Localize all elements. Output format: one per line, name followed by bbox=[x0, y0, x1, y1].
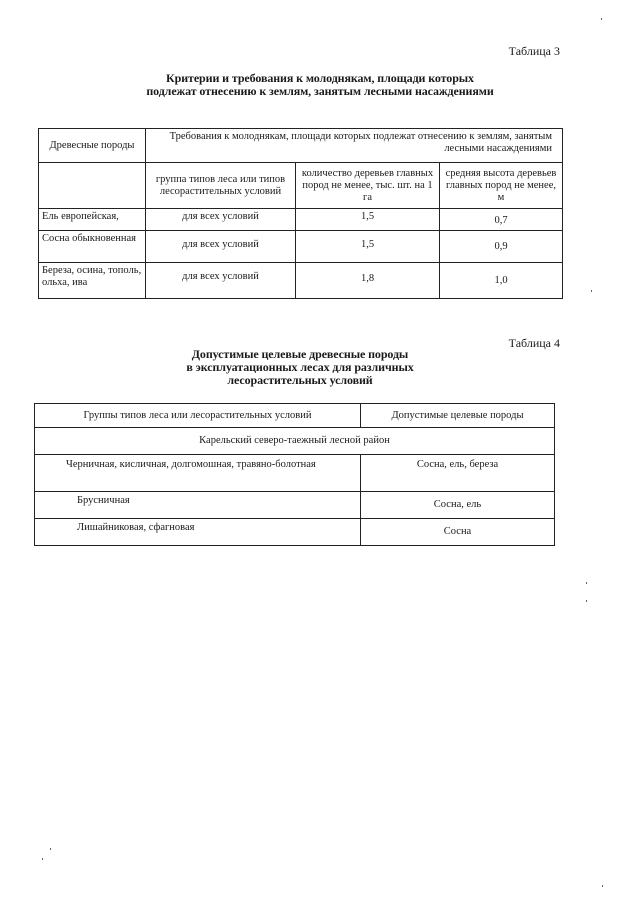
table3-cell-height: 1,0 bbox=[440, 263, 563, 299]
table4-cell-species: Сосна, ель, береза bbox=[361, 455, 555, 492]
table3-label: Таблица 3 bbox=[508, 44, 560, 58]
table3-header-group: группа типов леса или типов лесорастительных условий bbox=[146, 163, 296, 209]
table4-cell-group: Брусничная bbox=[35, 492, 361, 519]
table3-header-row bbox=[39, 129, 563, 163]
table4-title-line3: лесорастительных условий bbox=[227, 373, 373, 387]
table3-cell-group: для всех условий bbox=[146, 263, 296, 299]
table4-title-line1: Допустимые целевые древесные породы bbox=[191, 347, 409, 361]
table4-region: Карельский северо-таежный лесной район bbox=[35, 428, 555, 455]
table3-subheader-empty bbox=[39, 163, 146, 209]
table3-title-line1: Критерии и требования к молоднякам, площади которых bbox=[166, 71, 474, 85]
table-row bbox=[39, 231, 563, 263]
scan-speck bbox=[591, 290, 592, 292]
table3-cell-species: Береза, осина, тополь, ольха, ива bbox=[39, 263, 146, 299]
table4-label: Таблица 4 bbox=[508, 336, 560, 350]
table4-header-species: Допустимые целевые породы bbox=[361, 404, 555, 428]
table-row bbox=[39, 209, 563, 231]
table3-cell-group: для всех условий bbox=[146, 231, 296, 263]
table4-header-groups: Группы типов леса или лесорастительных условий bbox=[35, 404, 361, 428]
table3-cell-count: 1,8 bbox=[296, 263, 440, 299]
scan-speck bbox=[602, 885, 603, 887]
table3-cell-group: для всех условий bbox=[146, 209, 296, 231]
scan-speck bbox=[50, 848, 51, 850]
table3-header-species: Древесные породы bbox=[39, 129, 146, 163]
table4-region-row bbox=[35, 428, 555, 455]
table3-cell-height: 0,9 bbox=[440, 231, 563, 263]
table-row bbox=[35, 455, 555, 492]
table3 bbox=[38, 128, 563, 299]
scan-speck bbox=[586, 600, 587, 602]
scan-speck bbox=[586, 582, 587, 584]
table4-cell-species: Сосна bbox=[361, 519, 555, 546]
table3-subheader-row bbox=[39, 163, 563, 209]
table4 bbox=[34, 403, 555, 546]
table3-cell-height: 0,7 bbox=[440, 209, 563, 231]
table-row bbox=[35, 492, 555, 519]
table3-title bbox=[60, 72, 580, 98]
table3-header-height: средняя высота деревьев главных пород не менее, м bbox=[440, 163, 563, 209]
table3-title-line2: подлежат отнесению к землям, занятым лесными насаждениями bbox=[146, 84, 494, 98]
table4-cell-group: Лишайниковая, сфагновая bbox=[35, 519, 361, 546]
table-row bbox=[39, 263, 563, 299]
table4-title bbox=[60, 348, 540, 387]
table-row bbox=[35, 519, 555, 546]
table3-cell-count: 1,5 bbox=[296, 231, 440, 263]
table3-header-count: количество деревьев главных пород не менее, тыс. шт. на 1 га bbox=[296, 163, 440, 209]
table3-cell-count: 1,5 bbox=[296, 209, 440, 231]
table4-header-row bbox=[35, 404, 555, 428]
table4-cell-group: Черничная, кисличная, долгомошная, травяно-болотная bbox=[35, 455, 361, 492]
table3-cell-species: Сосна обыкновенная bbox=[39, 231, 146, 263]
table4-title-line2: в эксплуатационных лесах для различных bbox=[186, 360, 414, 374]
table3-header-requirements: Требования к молоднякам, площади которых подлежат отнесению к землям, занятым лесными насаждениями bbox=[146, 129, 563, 163]
table4-cell-species: Сосна, ель bbox=[361, 492, 555, 519]
scan-speck bbox=[42, 858, 43, 860]
table3-cell-species: Ель европейская, bbox=[39, 209, 146, 231]
scan-speck bbox=[601, 18, 602, 20]
